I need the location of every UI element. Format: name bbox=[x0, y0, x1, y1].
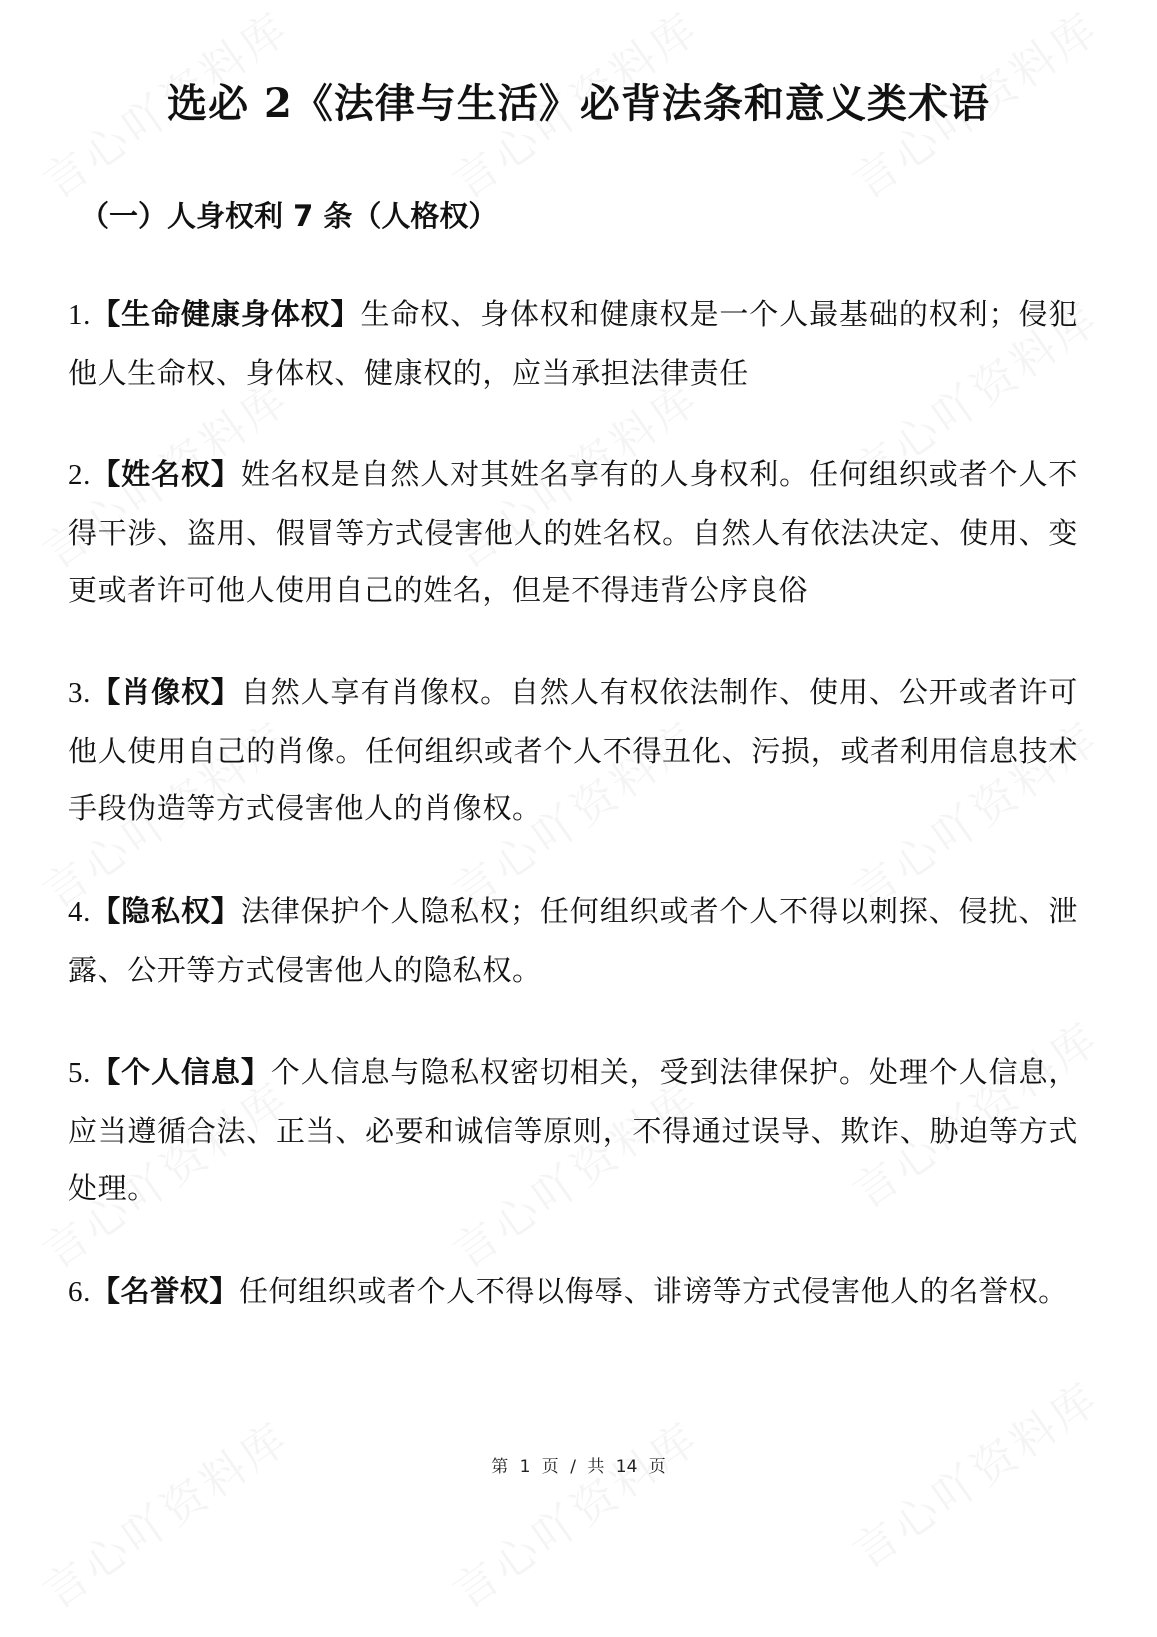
item-term: 【生命健康身体权】 bbox=[90, 297, 361, 331]
item-text: 法律保护个人隐私权；任何组织或者个人不得以刺探、侵扰、泄露、公开等方式侵害他人的隐私权。 bbox=[68, 894, 1078, 987]
list-item-1 bbox=[68, 286, 1078, 402]
item-text: 姓名权是自然人对其姓名享有的人身权利。任何组织或者个人不得干涉、盗用、假冒等方式侵害他人的姓名权。自然人有依法决定、使用、变更或者许可他人使用自己的姓名，但是不得违背公序良俗 bbox=[68, 457, 1078, 607]
item-text: 个人信息与隐私权密切相关，受到法律保护。处理个人信息，应当遵循合法、正当、必要和诚信等原则，不得通过误导、欺诈、胁迫等方式处理。 bbox=[68, 1055, 1078, 1205]
list-item-2 bbox=[68, 446, 1078, 620]
item-number: 1. bbox=[68, 299, 91, 331]
list-item-5 bbox=[68, 1044, 1078, 1218]
document-title: 选必 2《法律与生活》必背法条和意义类术语 bbox=[167, 80, 990, 127]
item-text: 任何组织或者个人不得以侮辱、诽谤等方式侵害他人的名誉权。 bbox=[238, 1274, 1068, 1308]
list-item-3 bbox=[68, 664, 1078, 838]
item-term: 【肖像权】 bbox=[90, 675, 241, 709]
item-number: 2. bbox=[68, 459, 91, 491]
item-term: 【隐私权】 bbox=[90, 894, 241, 928]
item-text: 生命权、身体权和健康权是一个人最基础的权利；侵犯他人生命权、身体权、健康权的，应当承担法律责任 bbox=[68, 297, 1079, 390]
item-number: 4. bbox=[68, 896, 91, 928]
list-item-4 bbox=[68, 883, 1078, 999]
page-footer: 第 1 页 / 共 14 页 bbox=[491, 1457, 666, 1477]
item-text: 自然人享有肖像权。自然人有权依法制作、使用、公开或者许可他人使用自己的肖像。任何组织或者个人不得丑化、污损，或者利用信息技术手段伪造等方式侵害他人的肖像权。 bbox=[68, 675, 1078, 825]
item-number: 3. bbox=[68, 677, 91, 709]
item-number: 5. bbox=[68, 1057, 91, 1089]
item-number: 6. bbox=[68, 1276, 91, 1308]
item-term: 【姓名权】 bbox=[90, 457, 241, 491]
section-heading: （一）人身权利 7 条（人格权） bbox=[80, 199, 498, 233]
list-item-6 bbox=[68, 1263, 1078, 1322]
item-term: 【个人信息】 bbox=[90, 1055, 271, 1089]
watermark bbox=[28, 1403, 301, 1621]
item-term: 【名誉权】 bbox=[90, 1274, 239, 1308]
watermark bbox=[438, 1403, 711, 1621]
